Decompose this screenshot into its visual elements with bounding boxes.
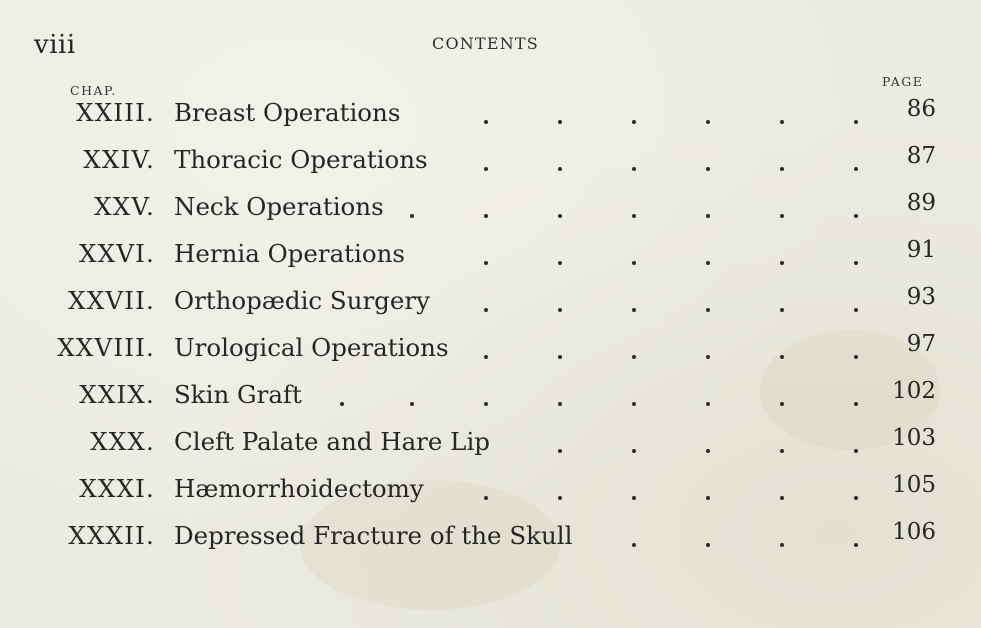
chapter-title: Urological Operations [174,333,449,362]
chapter-title: Thoracic Operations [174,145,428,174]
toc-entry [0,517,981,564]
leader-dot [340,402,344,406]
leader-dot [854,543,858,547]
leader-dot [558,120,562,124]
leader-dot [854,308,858,312]
leader-dot [632,355,636,359]
leader-dot [780,167,784,171]
toc-entry [0,188,981,235]
leader-dot [558,308,562,312]
leader-dot [484,308,488,312]
leader-dot [854,355,858,359]
leader-dot [558,402,562,406]
leader-dot [706,543,710,547]
leader-dot [706,167,710,171]
leader-dot [854,449,858,453]
leader-dot [780,120,784,124]
leader-dot [632,496,636,500]
leader-dot [780,261,784,265]
dot-leaders [0,282,981,329]
leader-dot [706,261,710,265]
page-number: 87 [906,143,936,169]
dot-leaders [0,376,981,423]
leader-dot [632,449,636,453]
page-number: 86 [906,96,936,122]
leader-dot [632,167,636,171]
chapter-title: Cleft Palate and Hare Lip [174,427,490,456]
chapter-number: XXXI. [79,474,155,503]
leader-dot [484,214,488,218]
leader-dot [854,167,858,171]
leader-dot [632,308,636,312]
toc-entry [0,376,981,423]
leader-dot [780,449,784,453]
chapter-number: XXX. [90,427,155,456]
chapter-number: XXVIII. [57,333,155,362]
dot-leaders [0,235,981,282]
toc-entry [0,329,981,376]
dot-leaders [0,329,981,376]
chapter-title: Neck Operations [174,192,384,221]
leader-dot [484,120,488,124]
chapter-title: Skin Graft [174,380,302,409]
leader-dot [854,496,858,500]
leader-dot [706,355,710,359]
chapter-title: Breast Operations [174,98,401,127]
leader-dot [632,261,636,265]
page-number: 89 [906,190,936,216]
page-folio: viii [34,30,76,60]
leader-dot [780,543,784,547]
leader-dot [484,355,488,359]
leader-dot [484,167,488,171]
dot-leaders [0,470,981,517]
chapter-number: XXXII. [68,521,155,550]
page-column-label: PAGE [882,74,924,89]
leader-dot [410,214,414,218]
leader-dot [484,496,488,500]
leader-dot [706,402,710,406]
leader-dot [484,402,488,406]
toc-entry [0,282,981,329]
page-number: 93 [906,284,936,310]
chapter-number: XXVI. [78,239,155,268]
chapter-number: XXIII. [76,98,155,127]
dot-leaders [0,141,981,188]
leader-dot [484,261,488,265]
page-number: 105 [892,472,936,498]
leader-dot [780,214,784,218]
leader-dot [854,120,858,124]
chapter-number: XXIV. [83,145,155,174]
toc-entry [0,94,981,141]
leader-dot [410,402,414,406]
chapter-title: Hæmorrhoidectomy [174,474,424,503]
chapter-column-label: CHAP. [70,83,117,98]
running-head [0,34,981,53]
leader-dot [558,496,562,500]
leader-dot [558,449,562,453]
chapter-title: Orthopædic Surgery [174,286,430,315]
leader-dot [780,402,784,406]
leader-dot [780,355,784,359]
leader-dot [706,308,710,312]
dot-leaders [0,423,981,470]
leader-dot [706,214,710,218]
leader-dot [854,402,858,406]
page-number: 91 [906,237,936,263]
leader-dot [706,449,710,453]
chapter-title: Hernia Operations [174,239,405,268]
running-head-text: CONTENTS [432,34,539,53]
leader-dot [632,543,636,547]
leader-dot [706,496,710,500]
chapter-number: XXIX. [79,380,155,409]
leader-dot [854,261,858,265]
dot-leaders [0,188,981,235]
dot-leaders [0,517,981,564]
page-number: 102 [892,378,936,404]
leader-dot [706,120,710,124]
dot-leaders [0,94,981,141]
chapter-number: XXV. [94,192,155,221]
toc-entry [0,470,981,517]
leader-dot [632,214,636,218]
leader-dot [632,120,636,124]
leader-dot [558,261,562,265]
page-number: 106 [892,519,936,545]
leader-dot [780,496,784,500]
chapter-number: XXVII. [68,286,155,315]
toc-entry [0,235,981,282]
leader-dot [854,214,858,218]
toc-entry [0,423,981,470]
leader-dot [558,355,562,359]
leader-dot [780,308,784,312]
page-number: 97 [906,331,936,357]
leader-dot [632,402,636,406]
chapter-title: Depressed Fracture of the Skull [174,521,573,550]
toc-entry [0,141,981,188]
leader-dot [558,167,562,171]
page-number: 103 [892,425,936,451]
leader-dot [558,214,562,218]
